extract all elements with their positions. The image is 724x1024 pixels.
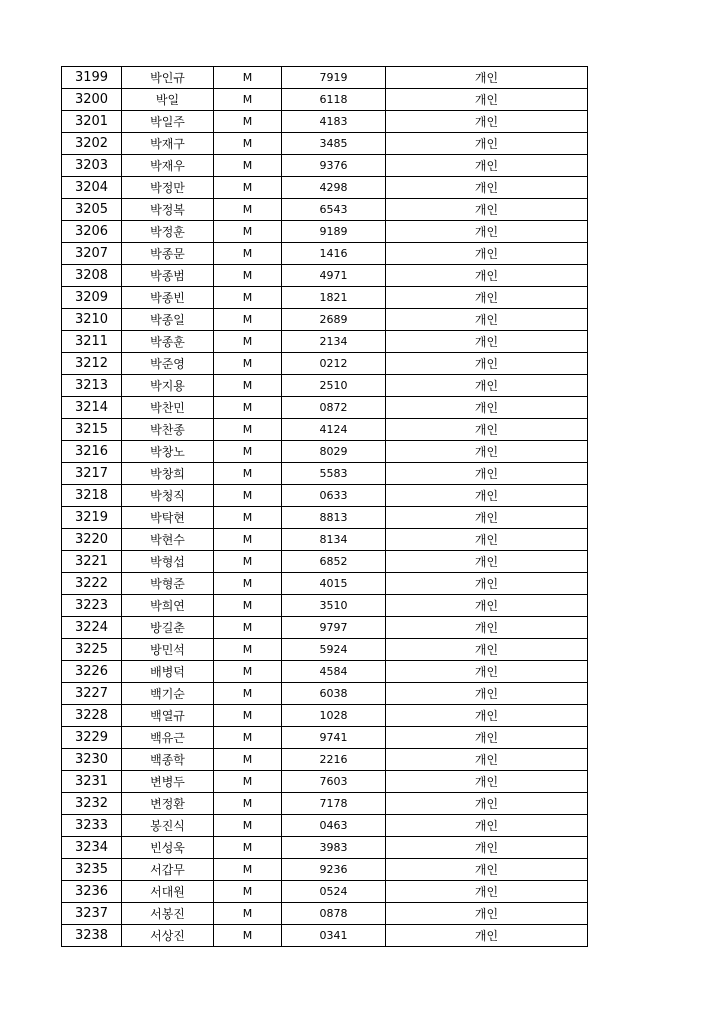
gender-cell: M [214, 177, 282, 199]
table-row [62, 441, 588, 463]
member-name-cell: 박일 [122, 89, 214, 111]
member-name-cell: 서대원 [122, 881, 214, 903]
table-row [62, 133, 588, 155]
table-row [62, 859, 588, 881]
member-type-cell: 개인 [386, 507, 588, 529]
row-number-cell: 3220 [62, 529, 122, 551]
table-row [62, 287, 588, 309]
gender-cell: M [214, 881, 282, 903]
table-row [62, 375, 588, 397]
gender-cell: M [214, 419, 282, 441]
member-type-cell: 개인 [386, 639, 588, 661]
member-code-cell: 6118 [282, 89, 386, 111]
row-number-cell: 3238 [62, 925, 122, 947]
row-number-cell: 3204 [62, 177, 122, 199]
gender-cell: M [214, 771, 282, 793]
row-number-cell: 3221 [62, 551, 122, 573]
member-type-cell: 개인 [386, 265, 588, 287]
member-code-cell: 9376 [282, 155, 386, 177]
member-code-cell: 5924 [282, 639, 386, 661]
row-number-cell: 3218 [62, 485, 122, 507]
gender-cell: M [214, 221, 282, 243]
member-type-cell: 개인 [386, 397, 588, 419]
table-row [62, 617, 588, 639]
row-number-cell: 3232 [62, 793, 122, 815]
member-code-cell: 2689 [282, 309, 386, 331]
member-name-cell: 박종훈 [122, 331, 214, 353]
row-number-cell: 3222 [62, 573, 122, 595]
member-type-cell: 개인 [386, 661, 588, 683]
member-type-cell: 개인 [386, 419, 588, 441]
member-name-cell: 박현수 [122, 529, 214, 551]
member-code-cell: 6038 [282, 683, 386, 705]
member-code-cell: 4124 [282, 419, 386, 441]
gender-cell: M [214, 375, 282, 397]
table-row [62, 67, 588, 89]
member-name-cell: 박준영 [122, 353, 214, 375]
member-type-cell: 개인 [386, 573, 588, 595]
member-code-cell: 8134 [282, 529, 386, 551]
member-type-cell: 개인 [386, 89, 588, 111]
gender-cell: M [214, 815, 282, 837]
gender-cell: M [214, 155, 282, 177]
row-number-cell: 3234 [62, 837, 122, 859]
member-code-cell: 0463 [282, 815, 386, 837]
gender-cell: M [214, 485, 282, 507]
table-row [62, 573, 588, 595]
gender-cell: M [214, 243, 282, 265]
table-row [62, 529, 588, 551]
table-row [62, 683, 588, 705]
member-type-cell: 개인 [386, 903, 588, 925]
member-code-cell: 4584 [282, 661, 386, 683]
member-name-cell: 박재구 [122, 133, 214, 155]
row-number-cell: 3229 [62, 727, 122, 749]
member-code-cell: 8029 [282, 441, 386, 463]
gender-cell: M [214, 463, 282, 485]
row-number-cell: 3203 [62, 155, 122, 177]
member-type-cell: 개인 [386, 199, 588, 221]
member-type-cell: 개인 [386, 463, 588, 485]
member-type-cell: 개인 [386, 595, 588, 617]
member-code-cell: 9189 [282, 221, 386, 243]
row-number-cell: 3207 [62, 243, 122, 265]
member-type-cell: 개인 [386, 375, 588, 397]
table-row [62, 639, 588, 661]
member-name-cell: 백열규 [122, 705, 214, 727]
table-row [62, 793, 588, 815]
member-code-cell: 4971 [282, 265, 386, 287]
member-code-cell: 9797 [282, 617, 386, 639]
table-row [62, 485, 588, 507]
gender-cell: M [214, 353, 282, 375]
table-row [62, 177, 588, 199]
gender-cell: M [214, 617, 282, 639]
member-name-cell: 배병덕 [122, 661, 214, 683]
member-code-cell: 0872 [282, 397, 386, 419]
table-row [62, 771, 588, 793]
gender-cell: M [214, 287, 282, 309]
row-number-cell: 3215 [62, 419, 122, 441]
member-name-cell: 박종범 [122, 265, 214, 287]
row-number-cell: 3199 [62, 67, 122, 89]
member-code-cell: 9236 [282, 859, 386, 881]
roster-table [61, 66, 588, 947]
gender-cell: M [214, 397, 282, 419]
row-number-cell: 3205 [62, 199, 122, 221]
row-number-cell: 3216 [62, 441, 122, 463]
member-code-cell: 9741 [282, 727, 386, 749]
member-code-cell: 2134 [282, 331, 386, 353]
member-code-cell: 3485 [282, 133, 386, 155]
member-code-cell: 7178 [282, 793, 386, 815]
row-number-cell: 3214 [62, 397, 122, 419]
member-type-cell: 개인 [386, 617, 588, 639]
member-name-cell: 봉진식 [122, 815, 214, 837]
member-name-cell: 백유근 [122, 727, 214, 749]
member-type-cell: 개인 [386, 837, 588, 859]
member-code-cell: 6543 [282, 199, 386, 221]
row-number-cell: 3202 [62, 133, 122, 155]
row-number-cell: 3208 [62, 265, 122, 287]
table-row [62, 815, 588, 837]
table-row [62, 837, 588, 859]
member-code-cell: 4015 [282, 573, 386, 595]
member-code-cell: 2510 [282, 375, 386, 397]
member-type-cell: 개인 [386, 859, 588, 881]
member-name-cell: 변정환 [122, 793, 214, 815]
member-code-cell: 5583 [282, 463, 386, 485]
member-code-cell: 0878 [282, 903, 386, 925]
member-type-cell: 개인 [386, 551, 588, 573]
member-name-cell: 박찬민 [122, 397, 214, 419]
member-type-cell: 개인 [386, 309, 588, 331]
member-type-cell: 개인 [386, 705, 588, 727]
gender-cell: M [214, 199, 282, 221]
member-code-cell: 1821 [282, 287, 386, 309]
member-name-cell: 방민석 [122, 639, 214, 661]
table-row [62, 309, 588, 331]
member-type-cell: 개인 [386, 749, 588, 771]
member-type-cell: 개인 [386, 111, 588, 133]
member-type-cell: 개인 [386, 353, 588, 375]
row-number-cell: 3213 [62, 375, 122, 397]
member-code-cell: 6852 [282, 551, 386, 573]
row-number-cell: 3223 [62, 595, 122, 617]
gender-cell: M [214, 551, 282, 573]
member-name-cell: 박종빈 [122, 287, 214, 309]
row-number-cell: 3200 [62, 89, 122, 111]
member-code-cell: 2216 [282, 749, 386, 771]
member-name-cell: 박청직 [122, 485, 214, 507]
gender-cell: M [214, 331, 282, 353]
member-type-cell: 개인 [386, 925, 588, 947]
table-row [62, 419, 588, 441]
table-row [62, 595, 588, 617]
row-number-cell: 3209 [62, 287, 122, 309]
row-number-cell: 3225 [62, 639, 122, 661]
member-name-cell: 박탁현 [122, 507, 214, 529]
member-name-cell: 박종문 [122, 243, 214, 265]
member-type-cell: 개인 [386, 815, 588, 837]
table-row [62, 727, 588, 749]
gender-cell: M [214, 67, 282, 89]
member-name-cell: 박종일 [122, 309, 214, 331]
gender-cell: M [214, 727, 282, 749]
gender-cell: M [214, 661, 282, 683]
gender-cell: M [214, 749, 282, 771]
table-row [62, 155, 588, 177]
member-code-cell: 0524 [282, 881, 386, 903]
table-row [62, 705, 588, 727]
member-name-cell: 박희연 [122, 595, 214, 617]
gender-cell: M [214, 837, 282, 859]
member-name-cell: 백기순 [122, 683, 214, 705]
member-code-cell: 0212 [282, 353, 386, 375]
table-row [62, 243, 588, 265]
member-name-cell: 박일주 [122, 111, 214, 133]
gender-cell: M [214, 705, 282, 727]
member-code-cell: 8813 [282, 507, 386, 529]
member-name-cell: 박찬종 [122, 419, 214, 441]
gender-cell: M [214, 639, 282, 661]
gender-cell: M [214, 793, 282, 815]
row-number-cell: 3231 [62, 771, 122, 793]
member-name-cell: 박정복 [122, 199, 214, 221]
row-number-cell: 3237 [62, 903, 122, 925]
table-row [62, 749, 588, 771]
member-code-cell: 1416 [282, 243, 386, 265]
table-row [62, 221, 588, 243]
row-number-cell: 3230 [62, 749, 122, 771]
member-name-cell: 박창노 [122, 441, 214, 463]
member-code-cell: 7919 [282, 67, 386, 89]
member-name-cell: 박재우 [122, 155, 214, 177]
gender-cell: M [214, 595, 282, 617]
member-code-cell: 7603 [282, 771, 386, 793]
member-name-cell: 빈성욱 [122, 837, 214, 859]
table-row [62, 111, 588, 133]
row-number-cell: 3212 [62, 353, 122, 375]
member-name-cell: 박정훈 [122, 221, 214, 243]
table-row [62, 551, 588, 573]
row-number-cell: 3236 [62, 881, 122, 903]
member-code-cell: 4298 [282, 177, 386, 199]
member-type-cell: 개인 [386, 727, 588, 749]
gender-cell: M [214, 925, 282, 947]
row-number-cell: 3201 [62, 111, 122, 133]
member-name-cell: 박창희 [122, 463, 214, 485]
member-name-cell: 방길춘 [122, 617, 214, 639]
member-type-cell: 개인 [386, 485, 588, 507]
table-row [62, 89, 588, 111]
table-row [62, 903, 588, 925]
row-number-cell: 3226 [62, 661, 122, 683]
gender-cell: M [214, 265, 282, 287]
member-type-cell: 개인 [386, 441, 588, 463]
roster-body [62, 67, 588, 947]
row-number-cell: 3210 [62, 309, 122, 331]
member-type-cell: 개인 [386, 67, 588, 89]
member-type-cell: 개인 [386, 287, 588, 309]
table-row [62, 925, 588, 947]
member-type-cell: 개인 [386, 155, 588, 177]
gender-cell: M [214, 903, 282, 925]
row-number-cell: 3224 [62, 617, 122, 639]
table-row [62, 397, 588, 419]
member-type-cell: 개인 [386, 771, 588, 793]
row-number-cell: 3228 [62, 705, 122, 727]
member-type-cell: 개인 [386, 529, 588, 551]
member-type-cell: 개인 [386, 221, 588, 243]
gender-cell: M [214, 529, 282, 551]
member-name-cell: 서봉진 [122, 903, 214, 925]
table-row [62, 199, 588, 221]
gender-cell: M [214, 441, 282, 463]
member-code-cell: 1028 [282, 705, 386, 727]
gender-cell: M [214, 111, 282, 133]
member-type-cell: 개인 [386, 881, 588, 903]
gender-cell: M [214, 683, 282, 705]
row-number-cell: 3217 [62, 463, 122, 485]
row-number-cell: 3235 [62, 859, 122, 881]
member-code-cell: 4183 [282, 111, 386, 133]
gender-cell: M [214, 507, 282, 529]
member-code-cell: 3510 [282, 595, 386, 617]
row-number-cell: 3233 [62, 815, 122, 837]
member-name-cell: 박인규 [122, 67, 214, 89]
member-type-cell: 개인 [386, 243, 588, 265]
table-row [62, 353, 588, 375]
row-number-cell: 3206 [62, 221, 122, 243]
gender-cell: M [214, 859, 282, 881]
member-type-cell: 개인 [386, 331, 588, 353]
gender-cell: M [214, 89, 282, 111]
member-type-cell: 개인 [386, 177, 588, 199]
member-code-cell: 3983 [282, 837, 386, 859]
member-code-cell: 0341 [282, 925, 386, 947]
member-name-cell: 서갑무 [122, 859, 214, 881]
gender-cell: M [214, 573, 282, 595]
row-number-cell: 3227 [62, 683, 122, 705]
table-row [62, 661, 588, 683]
member-name-cell: 박형섭 [122, 551, 214, 573]
member-name-cell: 백종학 [122, 749, 214, 771]
member-name-cell: 박지용 [122, 375, 214, 397]
table-row [62, 507, 588, 529]
row-number-cell: 3219 [62, 507, 122, 529]
table-row [62, 265, 588, 287]
table-row [62, 881, 588, 903]
gender-cell: M [214, 309, 282, 331]
member-type-cell: 개인 [386, 793, 588, 815]
member-code-cell: 0633 [282, 485, 386, 507]
member-name-cell: 서상진 [122, 925, 214, 947]
member-type-cell: 개인 [386, 133, 588, 155]
member-name-cell: 박정만 [122, 177, 214, 199]
table-row [62, 463, 588, 485]
member-type-cell: 개인 [386, 683, 588, 705]
gender-cell: M [214, 133, 282, 155]
row-number-cell: 3211 [62, 331, 122, 353]
member-name-cell: 박형준 [122, 573, 214, 595]
member-name-cell: 변병두 [122, 771, 214, 793]
table-row [62, 331, 588, 353]
